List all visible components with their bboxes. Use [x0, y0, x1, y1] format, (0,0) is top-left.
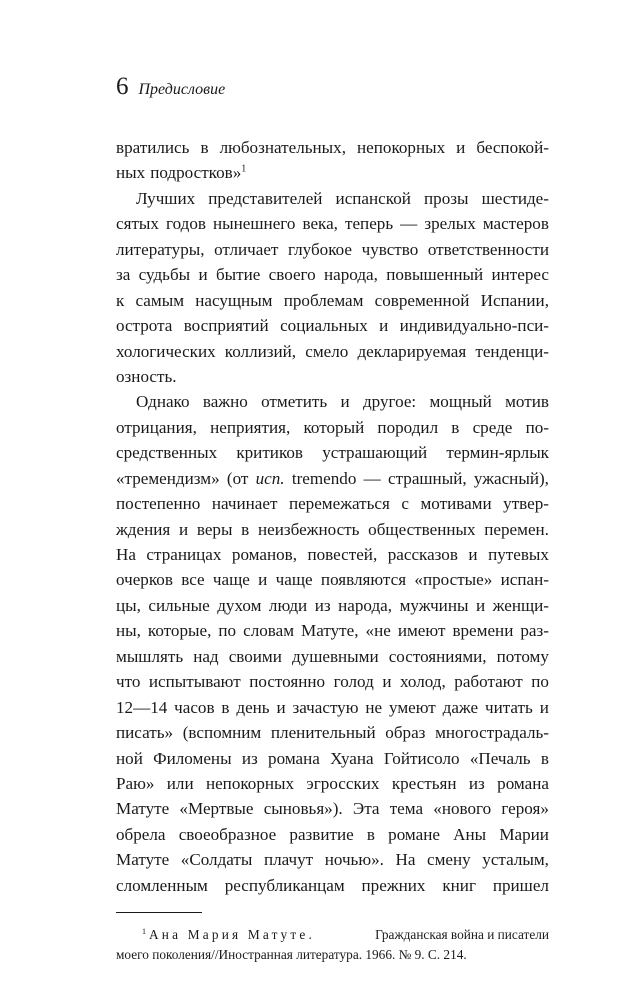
word: Хуана	[330, 748, 374, 768]
word: не	[365, 697, 383, 717]
text-line	[116, 771, 549, 796]
word: отметить	[261, 392, 328, 412]
word: «простые»	[414, 570, 493, 590]
word: день	[236, 697, 270, 717]
word: средственных	[116, 443, 218, 463]
word: нынешнего	[213, 214, 296, 234]
word: вратились	[116, 138, 190, 157]
word: мотивами	[420, 494, 492, 514]
word: очерков	[116, 570, 173, 590]
body-text	[116, 135, 549, 898]
word: постоянно	[249, 672, 326, 692]
word: многострадаль-	[435, 723, 549, 743]
text-line	[116, 669, 549, 694]
word: тенденци-	[475, 341, 549, 361]
text-line	[116, 847, 549, 872]
text-line	[116, 822, 549, 847]
word: рассказов	[387, 545, 458, 564]
word: за	[116, 265, 131, 285]
text-line	[116, 262, 549, 287]
word: в	[366, 824, 375, 844]
word: в	[221, 697, 230, 717]
word: глубокое	[287, 239, 353, 259]
word: мотив	[505, 392, 549, 412]
text-line	[116, 440, 549, 465]
word: шестиде-	[481, 188, 549, 208]
word: и	[456, 138, 466, 157]
word: голод	[333, 672, 374, 692]
word: появляются	[320, 570, 407, 590]
word: перемен.	[484, 519, 549, 539]
text-line	[116, 364, 549, 389]
word: коллизий,	[224, 341, 297, 361]
word: в	[241, 519, 250, 539]
word: народа,	[324, 265, 378, 285]
word: сятых	[116, 214, 159, 234]
word: (от	[226, 468, 249, 488]
word: На	[395, 850, 416, 870]
word: по	[218, 621, 237, 641]
word: в	[540, 748, 549, 768]
word: тема	[389, 799, 424, 819]
word: пришел	[492, 875, 549, 895]
word: и	[468, 545, 478, 564]
word: породил	[377, 417, 439, 437]
word: непокорных	[357, 138, 446, 157]
word: мощный	[429, 392, 492, 412]
word: народа,	[338, 595, 393, 615]
word: времени	[452, 621, 514, 641]
word: неизбежность	[257, 519, 360, 539]
word: теперь	[344, 214, 394, 234]
word: пленительный	[270, 723, 376, 743]
word: Аны	[453, 824, 487, 844]
footnote-mark: 1	[142, 926, 146, 936]
word: Филомены	[153, 748, 232, 768]
word: образ	[385, 723, 426, 743]
text-line	[116, 593, 549, 618]
text-line	[116, 873, 549, 898]
word: по-	[525, 417, 549, 437]
word: женщи-	[492, 595, 549, 615]
word: романов,	[231, 545, 297, 564]
word: работают	[454, 672, 523, 692]
text-line	[116, 415, 549, 440]
footnote-author: Ана Мария Матуте.	[149, 927, 315, 943]
word: зачастую	[292, 697, 359, 717]
word: прежних	[361, 875, 426, 895]
footnote-line	[116, 945, 549, 965]
word: состояниями,	[388, 646, 487, 666]
word: холод,	[400, 672, 446, 692]
word: Матуте	[116, 799, 170, 819]
word: из	[314, 595, 331, 615]
word: к	[116, 290, 125, 310]
word: сыновья»).	[263, 799, 343, 819]
word: своими	[228, 646, 282, 666]
footnote-line	[116, 925, 549, 945]
text-line	[116, 517, 549, 542]
word: утвер-	[503, 494, 549, 514]
word: и	[258, 570, 268, 590]
text-line	[116, 135, 549, 160]
word: другое:	[362, 392, 417, 412]
word: восприятий	[183, 316, 269, 336]
word: «Мертвые	[179, 799, 254, 819]
word: путевых	[488, 545, 549, 564]
word: которые,	[147, 621, 212, 641]
word: эгросских	[306, 773, 380, 793]
word: веры	[196, 519, 233, 539]
footnote-divider	[116, 912, 202, 913]
word: в	[451, 417, 460, 437]
word: и	[276, 697, 286, 717]
footnote-reference: 1	[241, 163, 247, 175]
word: литературы,	[116, 239, 205, 259]
word: проблемам	[283, 290, 364, 310]
word: постепенно	[116, 494, 201, 514]
word: своего	[268, 265, 316, 285]
text-line	[116, 288, 549, 313]
word: общественных	[368, 519, 476, 539]
word: прозы	[424, 188, 469, 208]
text-line	[116, 491, 549, 516]
word: исп.	[255, 468, 285, 488]
word: по	[531, 672, 549, 692]
word: испанской	[335, 188, 411, 208]
word: плачут	[263, 850, 314, 870]
text-line	[116, 542, 549, 567]
word: (вспомним	[182, 723, 262, 743]
running-title: Предисловие	[138, 81, 226, 98]
footnotes	[116, 925, 549, 965]
word: цы,	[116, 595, 141, 615]
word: «Солдаты	[180, 850, 253, 870]
text-line	[116, 237, 549, 262]
word: испан-	[500, 570, 549, 590]
word: даже	[442, 697, 479, 717]
word: крестьян	[391, 773, 457, 793]
word: «Печаль	[469, 748, 531, 768]
word: или	[166, 773, 194, 793]
word: республиканцам	[224, 875, 345, 895]
word: духом	[217, 595, 262, 615]
word: ной	[116, 748, 143, 768]
word: романе	[388, 824, 440, 844]
word: ных	[116, 163, 146, 183]
word: декларируемая	[357, 341, 467, 361]
word: ночью».	[324, 850, 384, 870]
word: все	[181, 570, 205, 590]
text-line	[116, 644, 549, 669]
word: страшный,	[388, 468, 467, 488]
text-line	[116, 746, 549, 771]
word: ны,	[116, 621, 141, 641]
word: мышлять	[116, 646, 184, 666]
word: чаще	[275, 570, 313, 590]
word: Марии	[499, 824, 549, 844]
text-line	[116, 618, 549, 643]
word: «тремендизм»	[116, 468, 220, 488]
word: 12—14	[116, 697, 168, 717]
word: книг	[442, 875, 476, 895]
word: Лучших	[136, 188, 196, 208]
word: индивидуально-пси-	[399, 316, 549, 336]
word: беспокой-	[476, 138, 549, 157]
word: чаще	[212, 570, 250, 590]
word: имеют	[397, 621, 446, 641]
word: обрела	[116, 824, 166, 844]
text-line	[116, 389, 549, 414]
word: и	[340, 392, 350, 412]
footnote-text-rest: Гражданская война и писатели	[375, 927, 549, 943]
running-header	[116, 74, 549, 114]
word: «нового	[433, 799, 492, 819]
word: Раю»	[116, 773, 155, 793]
word: и	[382, 672, 392, 692]
word: с	[401, 494, 409, 514]
word: что	[116, 672, 141, 692]
word: над	[193, 646, 219, 666]
word: повестей,	[307, 545, 378, 564]
word: часов	[174, 697, 215, 717]
word: интерес	[491, 265, 549, 285]
text-line	[116, 313, 549, 338]
page-number: 6	[116, 73, 129, 100]
word: неприятия,	[210, 417, 291, 437]
footnote-text: моего поколения//Иностранная литература. 1966. № 9. С. 214.	[116, 947, 467, 963]
word: критиков	[236, 443, 304, 463]
word: социальных	[280, 316, 368, 336]
word: Эта	[352, 799, 380, 819]
text-line	[116, 339, 549, 364]
word: и	[379, 316, 389, 336]
word: читать	[484, 697, 533, 717]
text-line	[116, 466, 549, 491]
text-line	[116, 695, 549, 720]
word: и	[539, 697, 549, 717]
word: из	[241, 748, 258, 768]
text-line	[116, 567, 549, 592]
word: ждения	[116, 519, 171, 539]
text-line	[116, 160, 549, 185]
word: страницах	[146, 545, 222, 564]
word: смело	[305, 341, 349, 361]
word: сломленным	[116, 875, 208, 895]
word: сильные	[148, 595, 210, 615]
word: судьбы	[138, 265, 191, 285]
word: развитие	[289, 824, 354, 844]
word: ужасный),	[473, 468, 549, 488]
word: подростков»$^1$	[150, 163, 247, 183]
word: и	[198, 265, 208, 285]
word: отличает	[214, 239, 279, 259]
word: насущным	[195, 290, 273, 310]
word: —	[400, 214, 418, 234]
word: непокорных	[205, 773, 295, 793]
word: героя»	[501, 799, 549, 819]
word: современной	[374, 290, 470, 310]
word: отрицания,	[116, 417, 197, 437]
word: годов	[166, 214, 206, 234]
word: раз-	[520, 621, 549, 641]
word: перемежаться	[288, 494, 390, 514]
word: самым	[135, 290, 185, 310]
text-line	[116, 796, 549, 821]
word: словам	[243, 621, 295, 641]
word: зрелых	[424, 214, 476, 234]
word: потому	[496, 646, 549, 666]
word: Испании,	[480, 290, 549, 310]
word: устрашающий	[322, 443, 428, 463]
word: начинает	[211, 494, 278, 514]
word: бытие	[215, 265, 261, 285]
word: мастеров	[482, 214, 549, 234]
word: термин-ярлык	[446, 443, 549, 463]
word: острота	[116, 316, 173, 336]
word: романа	[497, 773, 549, 793]
word: важно	[202, 392, 248, 412]
word: Однако	[136, 392, 190, 412]
book-page	[116, 74, 549, 965]
word: душевными	[291, 646, 379, 666]
word: среде	[472, 417, 513, 437]
word: в	[200, 138, 209, 157]
word: испытывают	[148, 672, 241, 692]
word: смену	[427, 850, 471, 870]
word: века,	[302, 214, 338, 234]
word: Матуте	[116, 850, 170, 870]
word: и	[178, 519, 189, 539]
word: повышенный	[386, 265, 484, 285]
word: —	[363, 468, 381, 488]
word: из	[468, 773, 485, 793]
word: озность.	[116, 366, 177, 386]
word: романа	[268, 748, 320, 768]
word: мужчины	[399, 595, 469, 615]
word: Матуте,	[301, 621, 359, 641]
word: который	[303, 417, 365, 437]
word: tremendo	[291, 468, 357, 488]
word: чувство	[361, 239, 419, 259]
word: и	[475, 595, 486, 615]
word: усталым,	[482, 850, 549, 870]
word: люди	[268, 595, 308, 615]
word: Гойтисоло	[383, 748, 460, 768]
text-line	[116, 720, 549, 745]
word: любознательных,	[219, 138, 346, 157]
word: писать»	[116, 723, 174, 743]
word: ответственности	[427, 239, 549, 259]
word: «не	[365, 621, 391, 641]
word: своеобразное	[178, 824, 277, 844]
text-line	[116, 211, 549, 236]
word: умеют	[389, 697, 436, 717]
word: хологических	[116, 341, 216, 361]
word: представителей	[208, 188, 323, 208]
text-line	[116, 186, 549, 211]
word: На	[116, 545, 136, 564]
